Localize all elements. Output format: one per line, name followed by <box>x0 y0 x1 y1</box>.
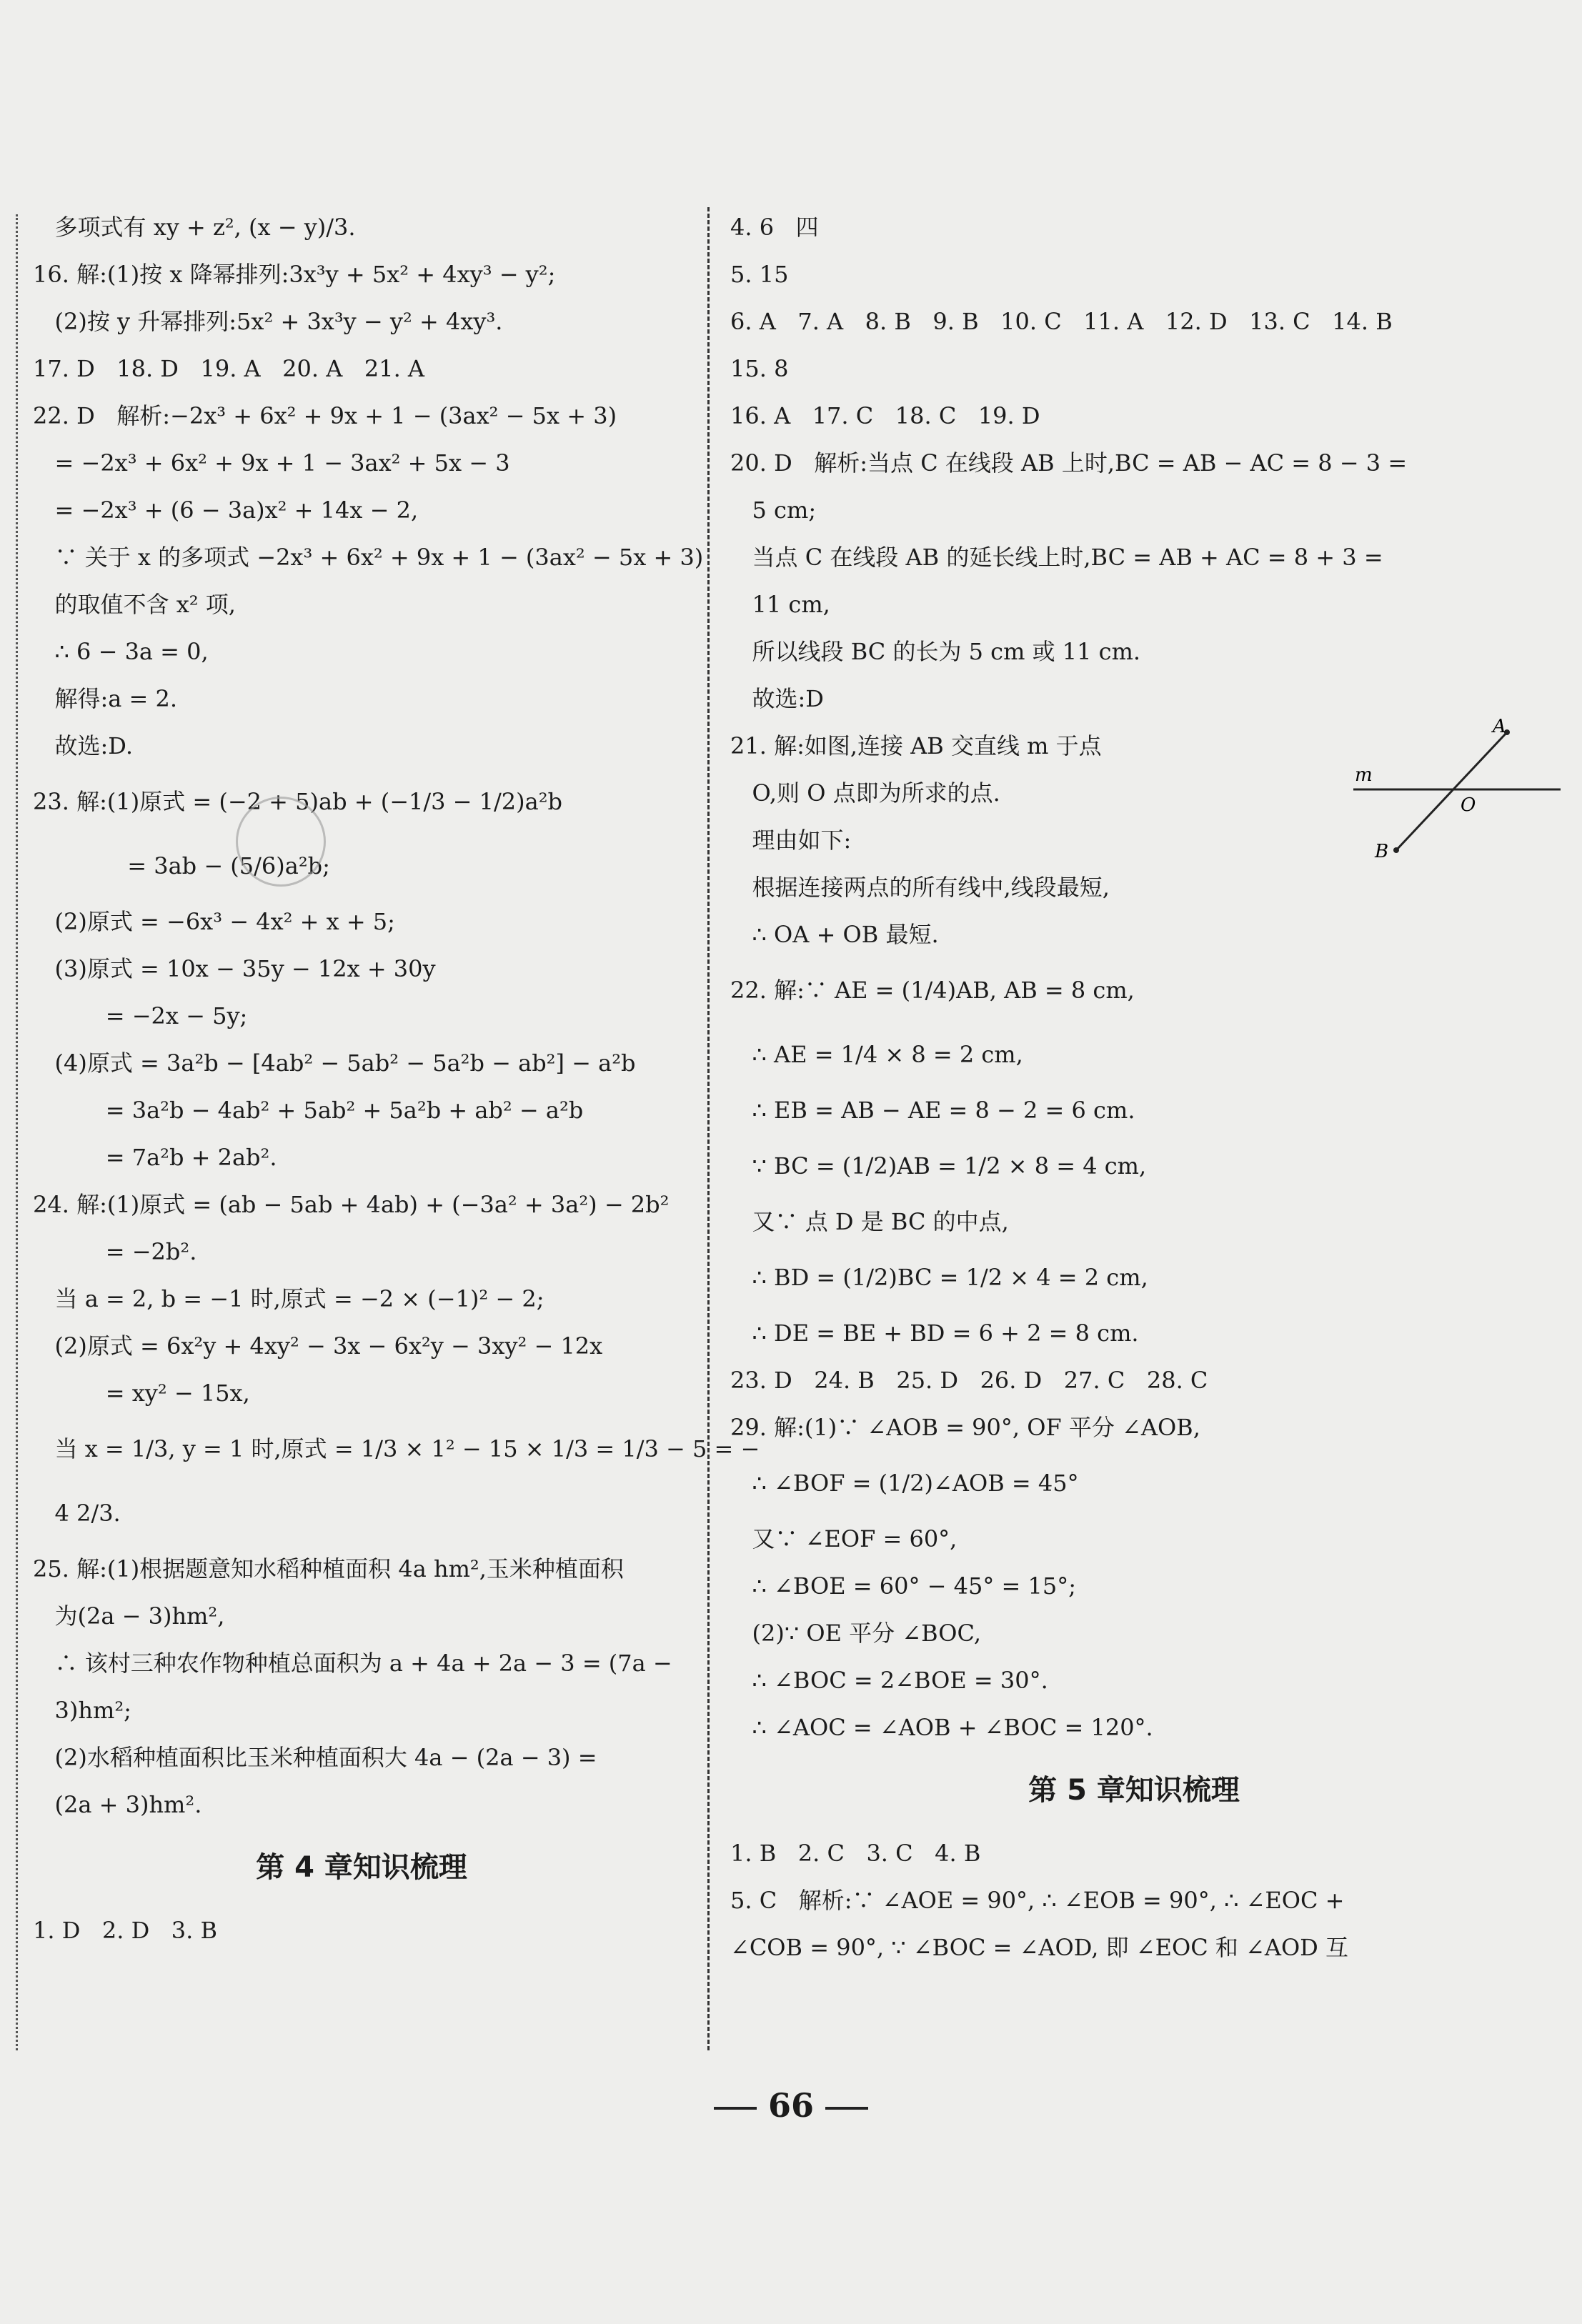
chapter-4-heading: 第 4 章知识梳理 <box>256 1851 467 1884</box>
answer-line: 当 x = 1/3, y = 1 时,原式 = 1/3 × 1² − 15 × 1/3 = 1/3 − 5 = − <box>33 1435 760 1462</box>
answer-line: = 3ab − (5/6)a²b; <box>33 852 330 879</box>
answer-line: 又∵ 点 D 是 BC 的中点, <box>730 1208 1009 1235</box>
answer-line: ∴ BD = (1/2)BC = 1/2 × 4 = 2 cm, <box>730 1264 1148 1291</box>
answer-line: 5. C 解析:∵ ∠AOE = 90°, ∴ ∠EOB = 90°, ∴ ∠EOC + <box>730 1887 1345 1914</box>
answer-line: 22. D 解析:−2x³ + 6x² + 9x + 1 − (3ax² − 5x + 3) <box>33 402 617 429</box>
page-number-dash-left <box>714 2107 757 2110</box>
answer-line: (2)原式 = −6x³ − 4x² + x + 5; <box>33 908 395 935</box>
answer-line: ∴ EB = AB − AE = 8 − 2 = 6 cm. <box>730 1097 1135 1124</box>
answer-line: 1. D 2. D 3. B <box>33 1917 217 1944</box>
answer-line: ∴ OA + OB 最短. <box>730 921 939 948</box>
answer-line: ∴ 6 − 3a = 0, <box>33 638 209 665</box>
page-number <box>0 2086 1582 2125</box>
answer-line: 1. B 2. C 3. C 4. B <box>730 1840 981 1867</box>
answer-line: O,则 O 点即为所求的点. <box>730 779 1000 807</box>
label-b: B <box>1375 841 1389 861</box>
page-number-text: 66 <box>767 2086 814 2125</box>
answer-line: (2)原式 = 6x²y + 4xy² − 3x − 6x²y − 3xy² − 12x <box>33 1332 603 1360</box>
answer-line: 29. 解:(1)∵ ∠AOB = 90°, OF 平分 ∠AOB, <box>730 1414 1200 1441</box>
answer-line: (2a + 3)hm². <box>33 1791 202 1818</box>
answer-line: 23. D 24. B 25. D 26. D 27. C 28. C <box>730 1367 1208 1394</box>
answer-line: 16. A 17. C 18. C 19. D <box>730 402 1040 429</box>
answer-line: (2)按 y 升幂排列:5x² + 3x³y − y² + 4xy³. <box>33 308 503 335</box>
answer-line: ∴ ∠BOF = (1/2)∠AOB = 45° <box>730 1470 1079 1497</box>
label-o: O <box>1461 794 1476 816</box>
answer-line: 16. 解:(1)按 x 降幂排列:3x³y + 5x² + 4xy³ − y²; <box>33 261 556 288</box>
answer-line: 多项式有 xy + z², (x − y)/3. <box>33 214 356 241</box>
answer-line: 5 cm; <box>730 497 817 524</box>
answer-line: 23. 解:(1)原式 = (−2 + 5)ab + (−1/3 − 1/2)a²b <box>33 788 563 815</box>
answer-line: ∴ AE = 1/4 × 8 = 2 cm, <box>730 1041 1023 1068</box>
answer-line: (2)水稻种植面积比玉米种植面积大 4a − (2a − 3) = <box>33 1744 597 1771</box>
answer-line: 3)hm²; <box>33 1697 131 1724</box>
answer-line: 20. D 解析:当点 C 在线段 AB 上时,BC = AB − AC = 8 − 3 = <box>730 449 1408 477</box>
answer-line: 当点 C 在线段 AB 的延长线上时,BC = AB + AC = 8 + 3 = <box>730 544 1383 571</box>
column-divider <box>707 207 710 2050</box>
answer-line: 故选:D. <box>33 732 133 759</box>
answer-line: (3)原式 = 10x − 35y − 12x + 30y <box>33 955 436 982</box>
answer-line: = 3a²b − 4ab² + 5ab² + 5a²b + ab² − a²b <box>33 1097 584 1124</box>
answer-line: ∴ ∠BOE = 60° − 45° = 15°; <box>730 1572 1076 1600</box>
answer-line: 4. 6 四 <box>730 214 819 241</box>
chapter-5-heading: 第 5 章知识梳理 <box>1028 1774 1240 1807</box>
answer-line: 解得:a = 2. <box>33 685 178 712</box>
answer-line: ∵ BC = (1/2)AB = 1/2 × 8 = 4 cm, <box>730 1152 1147 1180</box>
label-a: A <box>1493 718 1506 737</box>
answer-line: ∴ ∠AOC = ∠AOB + ∠BOC = 120°. <box>730 1714 1153 1741</box>
page-number-dash-right <box>825 2107 868 2110</box>
geometry-figure <box>1346 718 1568 861</box>
answer-line: 25. 解:(1)根据题意知水稻种植面积 4a hm²,玉米种植面积 <box>33 1555 624 1582</box>
answer-line: = −2x³ + (6 − 3a)x² + 14x − 2, <box>33 497 419 524</box>
answer-line: = 7a²b + 2ab². <box>33 1144 277 1171</box>
answer-line: 理由如下: <box>730 827 852 854</box>
label-m: m <box>1355 764 1373 786</box>
answer-line: 当 a = 2, b = −1 时,原式 = −2 × (−1)² − 2; <box>33 1285 544 1312</box>
answer-line: 6. A 7. A 8. B 9. B 10. C 11. A 12. D 13. C 14. B <box>730 308 1393 335</box>
answer-line: 11 cm, <box>730 591 830 618</box>
right-column <box>730 204 1538 1971</box>
answer-line: 为(2a − 3)hm², <box>33 1602 225 1630</box>
answer-line: ∴ DE = BE + BD = 6 + 2 = 8 cm. <box>730 1320 1139 1347</box>
answer-line: 24. 解:(1)原式 = (ab − 5ab + 4ab) + (−3a² + 3a²) − 2b² <box>33 1191 670 1218</box>
answer-line: 的取值不含 x² 项, <box>33 591 236 618</box>
point-b <box>1393 847 1399 853</box>
answer-line: = −2x − 5y; <box>33 1002 248 1029</box>
answer-line: ∴ 该村三种农作物种植总面积为 a + 4a + 2a − 3 = (7a − <box>33 1650 672 1677</box>
segment-ab <box>1396 732 1507 850</box>
answer-line: 15. 8 <box>730 355 789 382</box>
answer-line: = −2x³ + 6x² + 9x + 1 − 3ax² + 5x − 3 <box>33 449 510 477</box>
answer-line: 21. 解:如图,连接 AB 交直线 m 于点 <box>730 732 1102 759</box>
answer-line: 22. 解:∵ AE = (1/4)AB, AB = 8 cm, <box>730 977 1135 1004</box>
binding-edge <box>16 214 18 2050</box>
answer-line: 又∵ ∠EOF = 60°, <box>730 1525 957 1552</box>
answer-line: ∵ 关于 x 的多项式 −2x³ + 6x² + 9x + 1 − (3ax² − 5x + 3) <box>33 544 704 571</box>
answer-line: 所以线段 BC 的长为 5 cm 或 11 cm. <box>730 638 1141 665</box>
answer-line: (2)∵ OE 平分 ∠BOC, <box>730 1620 981 1647</box>
answer-line: 17. D 18. D 19. A 20. A 21. A <box>33 355 425 382</box>
answer-line: 5. 15 <box>730 261 789 288</box>
watermark-stamp <box>236 797 326 887</box>
answer-line: 根据连接两点的所有线中,线段最短, <box>730 874 1110 901</box>
answer-line: 故选:D <box>730 685 824 712</box>
answer-line: 4 2/3. <box>33 1500 121 1527</box>
answer-line: = −2b². <box>33 1238 197 1265</box>
answer-line: = xy² − 15x, <box>33 1380 250 1407</box>
answer-line: (4)原式 = 3a²b − [4ab² − 5ab² − 5a²b − ab²] − a²b <box>33 1049 636 1077</box>
answer-line: ∠COB = 90°, ∵ ∠BOC = ∠AOD, 即 ∠EOC 和 ∠AOD 互 <box>730 1934 1349 1961</box>
answer-line: ∴ ∠BOC = 2∠BOE = 30°. <box>730 1667 1048 1694</box>
